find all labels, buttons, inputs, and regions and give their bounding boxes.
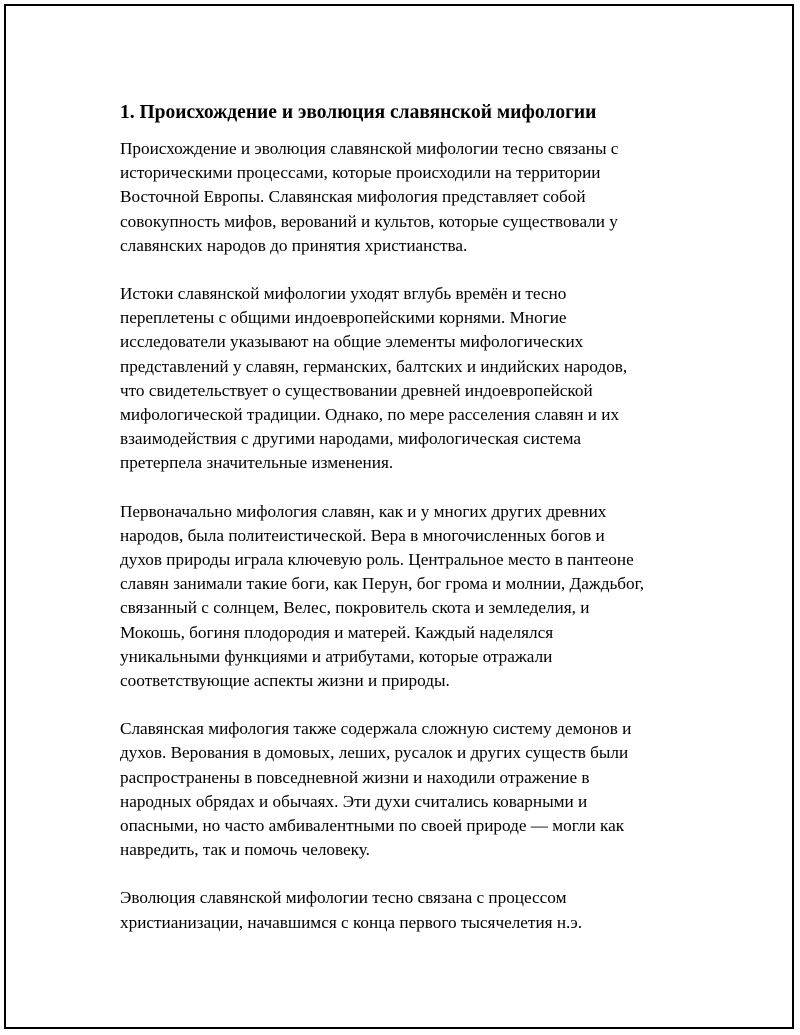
text-line: переплетены с общими индоевропейскими корнями. Многие: [120, 308, 567, 328]
text-line: опасными, но часто амбивалентными по своей природе — могли как: [120, 816, 625, 836]
text-line: Восточной Европы. Славянская мифология представляет собой: [120, 187, 586, 207]
text-line: народов, была политеистической. Вера в многочисленных богов и: [120, 525, 605, 545]
page-frame: [4, 4, 794, 1029]
paragraph: [120, 137, 700, 258]
text-line: духов природы играла ключевую роль. Центральное место в пантеоне: [120, 550, 634, 570]
section-heading: 1. Происхождение и эволюция славянской мифологии: [120, 102, 597, 123]
text-line: Мокошь, богиня плодородия и матерей. Каждый наделялся: [120, 622, 554, 642]
text-line: Первоначально мифология славян, как и у многих других древних: [120, 501, 607, 521]
text-line: христианизации, начавшимся с конца первого тысячелетия н.э.: [120, 912, 583, 932]
text-line: славянских народов до принятия христианства.: [120, 235, 468, 255]
text-line: что свидетельствует о существовании древней индоевропейской: [120, 380, 593, 400]
document-body: [120, 100, 700, 959]
text-line: уникальными функциями и атрибутами, которые отражали: [120, 646, 553, 666]
text-line: духов. Верования в домовых, леших, русалок и других существ были: [120, 743, 629, 763]
text-line: навредить, так и помочь человеку.: [120, 840, 370, 860]
text-line: народных обрядах и обычаях. Эти духи считались коварными и: [120, 791, 588, 811]
paragraph: [120, 500, 700, 694]
text-line: исследователи указывают на общие элементы мифологических: [120, 332, 584, 352]
text-line: связанный с солнцем, Велес, покровитель скота и земледелия, и: [120, 598, 590, 618]
paragraph: [120, 886, 700, 934]
text-line: Происхождение и эволюция славянской мифологии тесно связаны с: [120, 139, 619, 158]
text-line: претерпела значительные изменения.: [120, 453, 394, 473]
text-line: совокупность мифов, верований и культов, которые существовали у: [120, 211, 618, 231]
text-line: историческими процессами, которые происходили на территории: [120, 163, 601, 183]
text-line: мифологической традиции. Однако, по мере расселения славян и их: [120, 405, 620, 425]
paragraph: [120, 717, 700, 862]
text-line: Истоки славянской мифологии уходят вглубь времён и тесно: [120, 284, 567, 304]
text-line: взаимодействия с другими народами, мифологическая система: [120, 429, 581, 449]
text-line: Славянская мифология также содержала сложную систему демонов и: [120, 719, 632, 739]
text-line: представлений у славян, германских, балтских и индийских народов,: [120, 356, 628, 376]
text-line: славян занимали такие боги, как Перун, бог грома и молнии, Даждьбог,: [120, 574, 645, 594]
text-line: распространены в повседневной жизни и находили отражение в: [120, 767, 590, 787]
text-line: Эволюция славянской мифологии тесно связана с процессом: [120, 888, 567, 908]
paragraph: [120, 282, 700, 476]
text-line: соответствующие аспекты жизни и природы.: [120, 671, 450, 691]
